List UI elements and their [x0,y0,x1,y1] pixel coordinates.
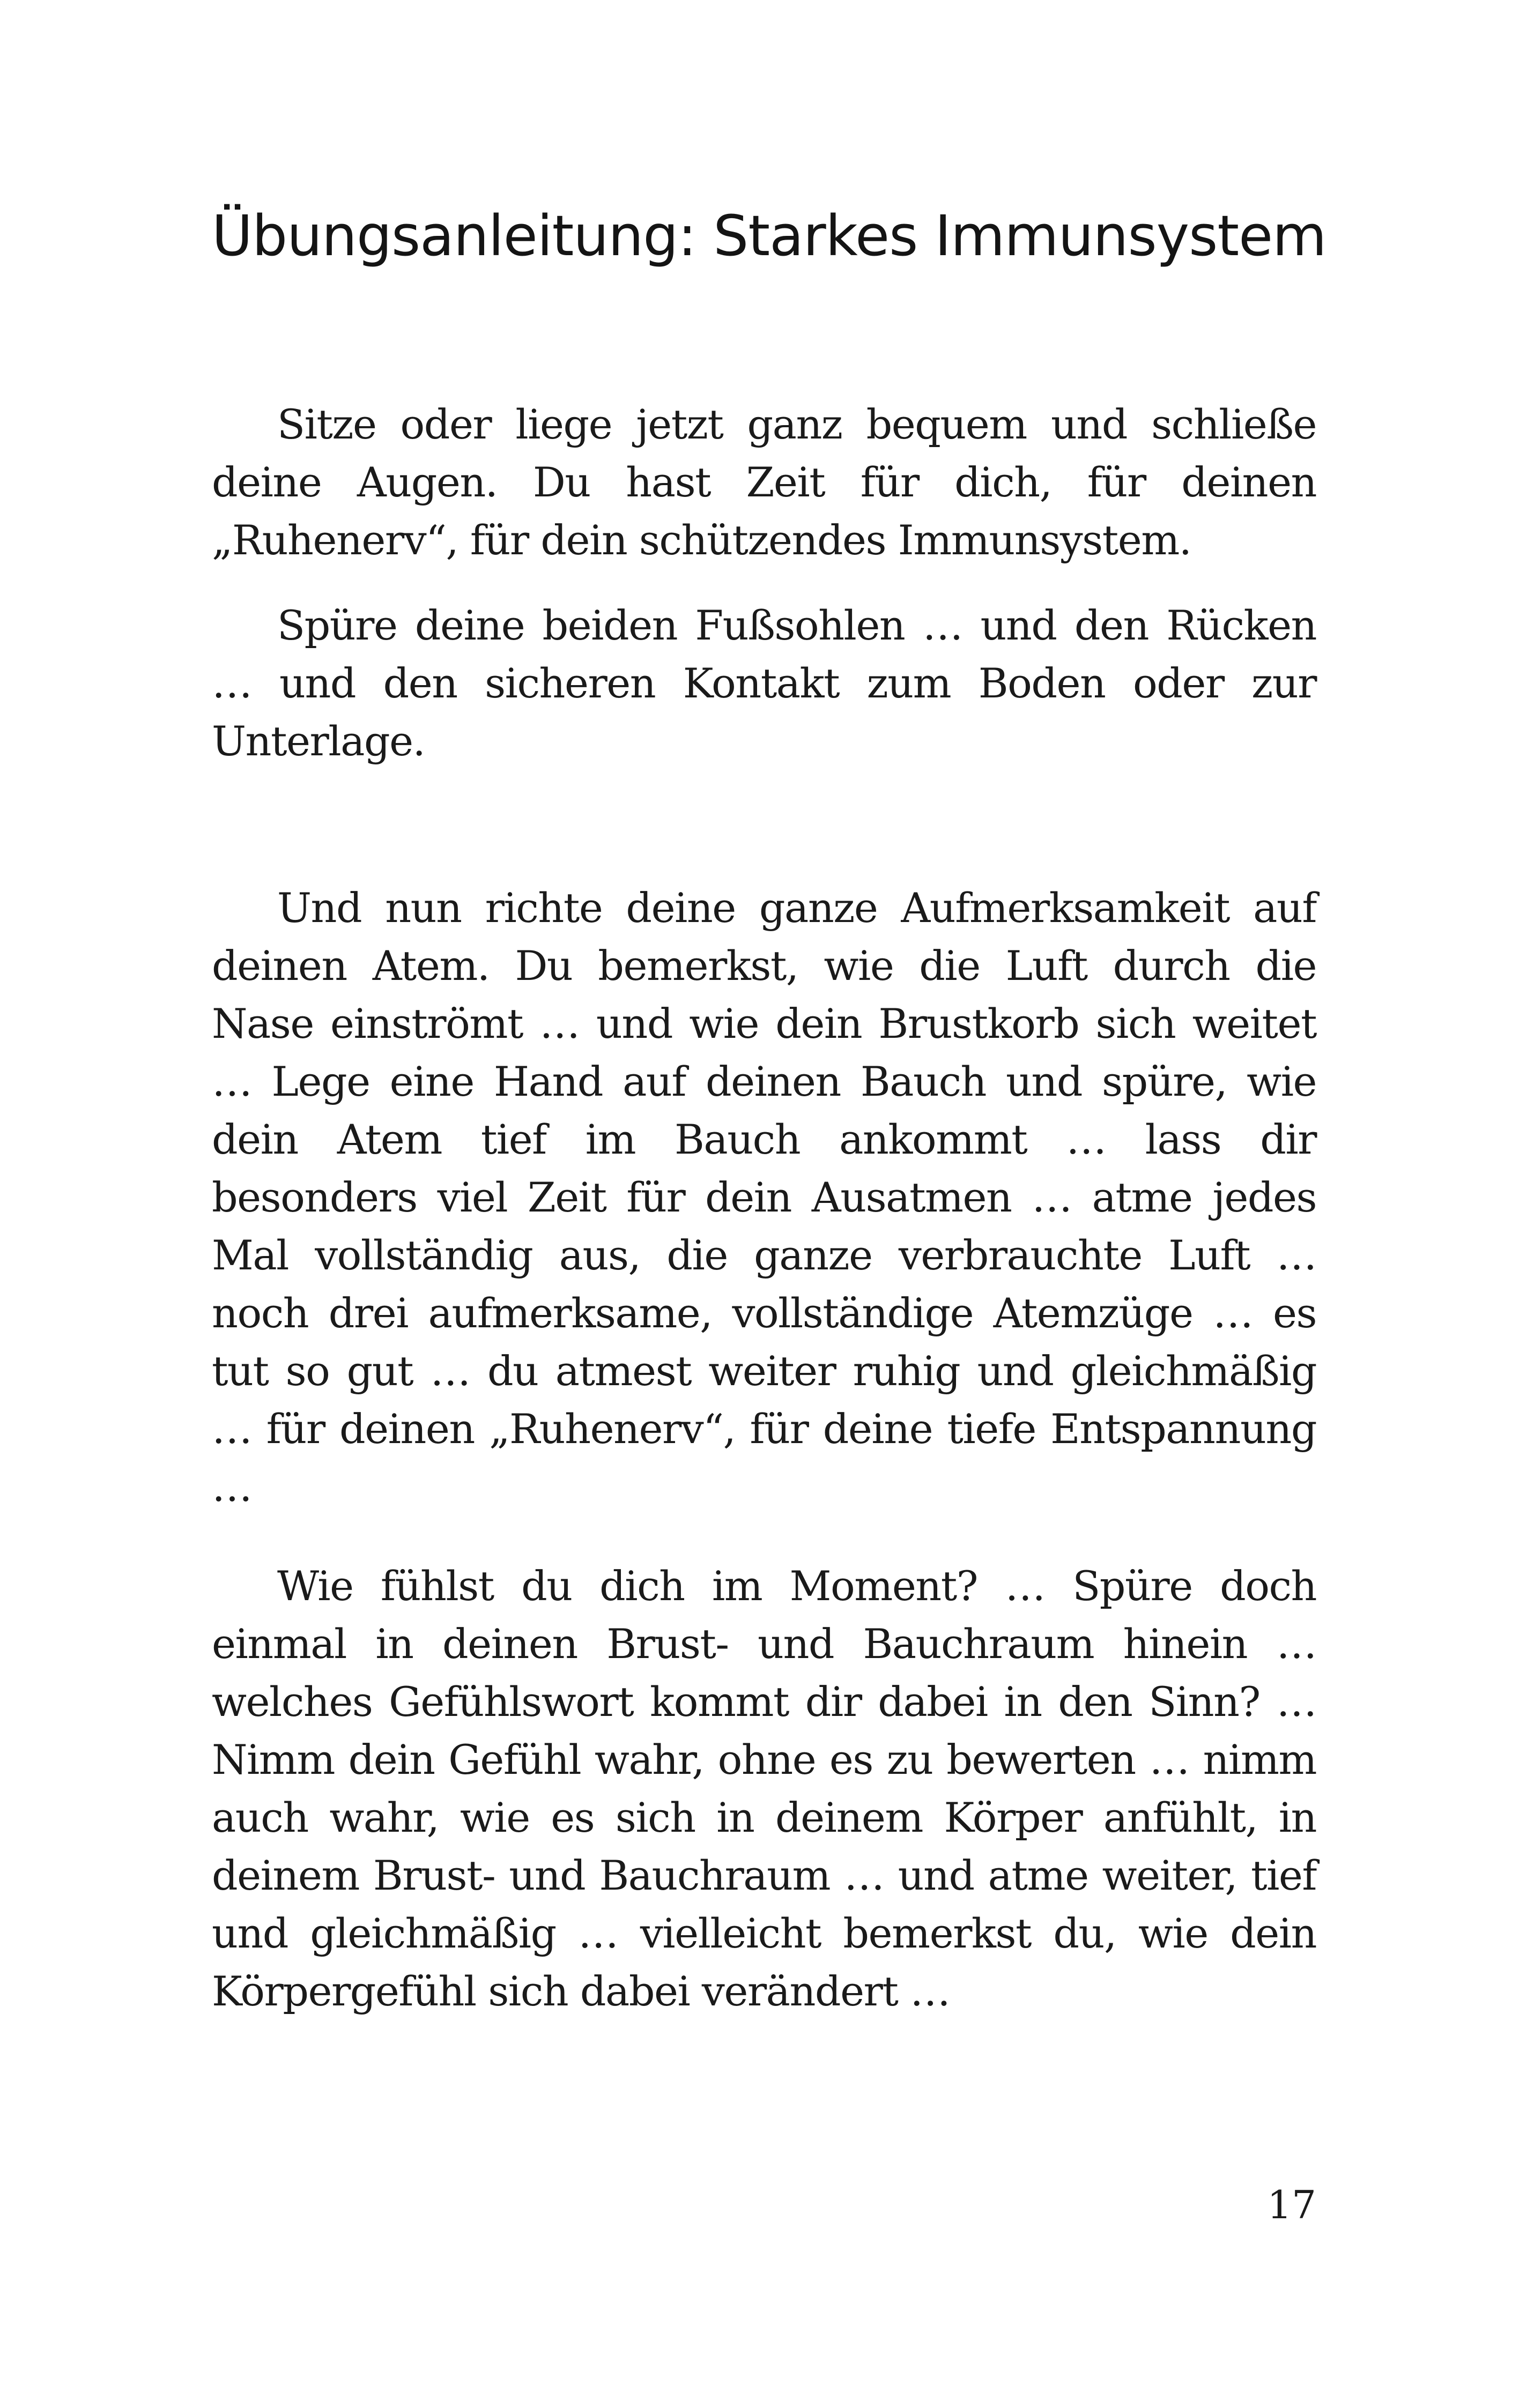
paragraph-block [212,879,1316,1516]
paragraph-block [212,396,1316,569]
paragraph-block [212,1557,1316,2020]
paragraph: Spüre deine beiden Fußsohlen … und den Rücken … und den sicheren Kontakt zum Boden oder zur Unterlage. [212,601,1316,765]
paragraph-block [212,597,1316,770]
page-number: 17 [1267,2182,1316,2227]
paragraph: Und nun richte deine ganze Aufmerksamkeit auf deinen Atem. Du bemerkst, wie die Luft durch die Nase einströmt … und wie dein Brustkorb sich weitet … Lege eine Hand auf deinen Bauch und spüre, wie dein Atem tief im Bauch ankommt … lass dir besonders viel Zeit für dein Ausatmen … atme jedes Mal vollständig aus, die ganze verbrauchte Luft … noch drei aufmerksame, vollständige Atemzüge … es tut so gut … du atmest weiter ruhig und gleichmäßig … für deinen „Ruhenerv“, für deine tiefe Entspannung … [212,884,1316,1511]
paragraph: Sitze oder liege jetzt ganz bequem und schließe deine Augen. Du hast Zeit für dich, für deinen „Ruhenerv“, für dein schützendes Immunsystem. [212,400,1316,564]
paragraph: Wie fühlst du dich im Moment? … Spüre doch einmal in deinen Brust- und Bauchraum hinein … welches Gefühlswort kommt dir dabei in den Sinn? … Nimm dein Gefühl wahr, ohne es zu bewerten … nimm auch wahr, wie es sich in deinem Körper anfühlt, in deinem Brust- und Bauchraum … und atme weiter, tief und gleichmäßig … vielleicht bemerkst du, wie dein Körpergefühl sich dabei verändert … [212,1562,1316,2015]
page-title: Übungsanleitung: Starkes Immunsystem [212,203,1327,269]
